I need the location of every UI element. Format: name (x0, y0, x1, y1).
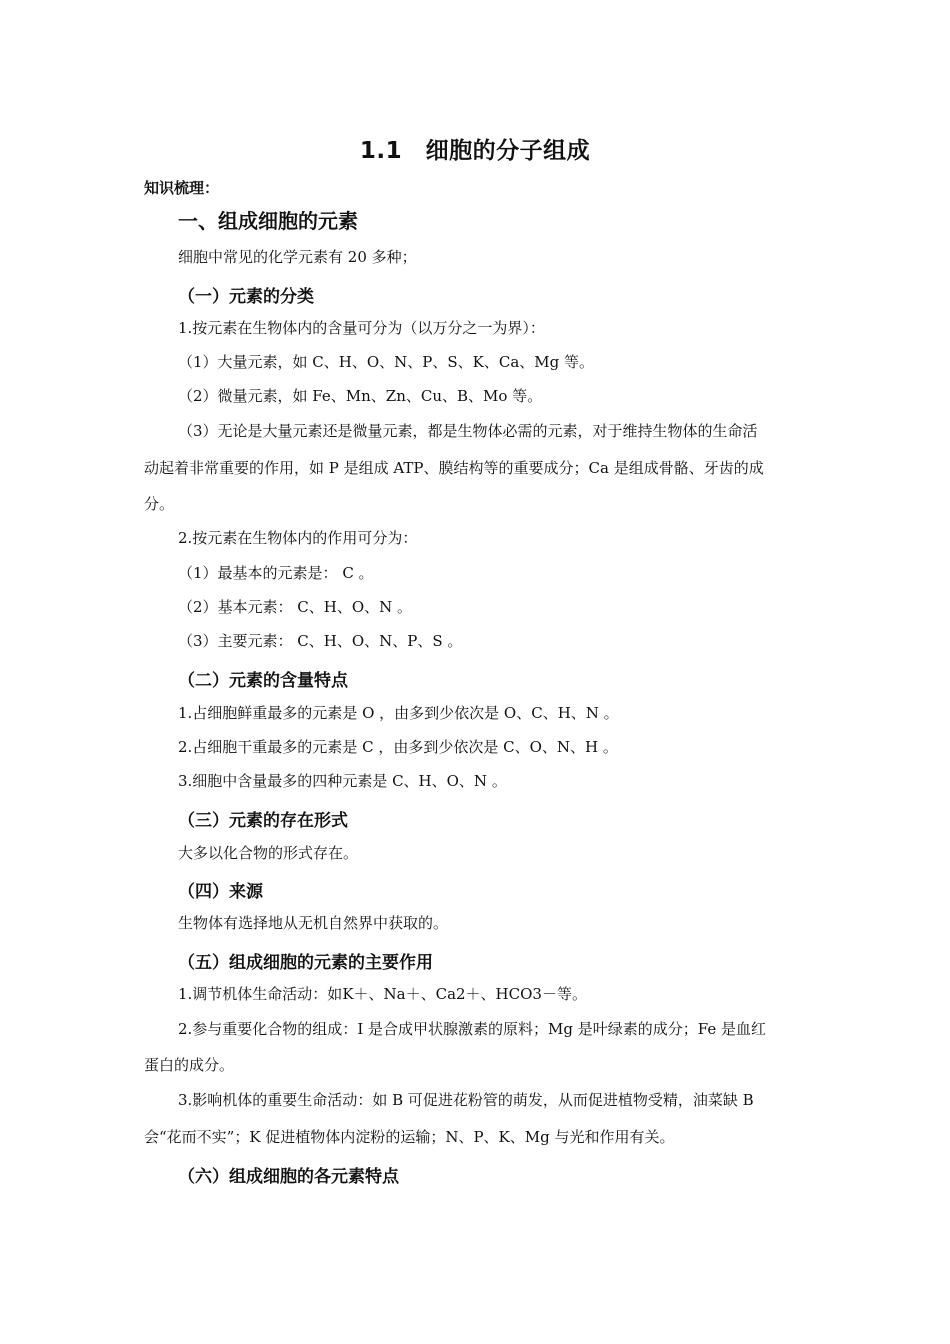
paragraph: 大多以化合物的形式存在。 (178, 844, 359, 862)
list-item: （1）最基本的元素是： C 。 (178, 564, 374, 582)
paragraph-line: 动起着非常重要的作用，如 P 是组成 ATP、膜结构等的重要成分；Ca 是组成骨骼、牙齿的成 (144, 459, 764, 477)
list-item: （2）基本元素： C、H、O、N 。 (178, 598, 413, 616)
paragraph-line: 3.影响机体的重要生命活动：如 B 可促进花粉管的萌发，从而促进植物受精，油菜缺 B (178, 1091, 754, 1109)
subsection-heading: （五）组成细胞的元素的主要作用 (178, 953, 433, 973)
paragraph: 生物体有选择地从无机自然界中获取的。 (178, 914, 449, 932)
paragraph: 1.按元素在生物体内的含量可分为（以万分之一为界）： (178, 319, 545, 337)
paragraph: 细胞中常见的化学元素有 20 多种； (178, 248, 417, 266)
subsection-heading: （六）组成细胞的各元素特点 (178, 1167, 399, 1187)
paragraph: 1.占细胞鲜重最多的元素是 O ，由多到少依次是 O、C、H、N 。 (178, 704, 619, 722)
subsection-heading: （二）元素的含量特点 (178, 671, 348, 691)
list-item: （3）主要元素： C、H、O、N、P、S 。 (178, 632, 463, 650)
paragraph: 3.细胞中含量最多的四种元素是 C、H、O、N 。 (178, 772, 507, 790)
paragraph-line: 分。 (144, 495, 175, 513)
paragraph-line: 蛋白的成分。 (144, 1056, 235, 1074)
section-label: 知识梳理： (144, 179, 220, 197)
paragraph: 2.占细胞干重最多的元素是 C ，由多到少依次是 C、O、N、H 。 (178, 738, 618, 756)
paragraph: 2.按元素在生物体内的作用可分为： (178, 529, 418, 547)
paragraph-line: （3）无论是大量元素还是微量元素，都是生物体必需的元素，对于维持生物体的生命活 (178, 422, 758, 440)
list-item: （2）微量元素，如 Fe、Mn、Zn、Cu、B、Mo 等。 (178, 387, 543, 405)
paragraph-line: 会“花而不实”；K 促进植物体内淀粉的运输；N、P、K、Mg 与光和作用有关。 (144, 1128, 675, 1146)
section-heading: 一、组成细胞的元素 (178, 209, 358, 233)
paragraph-line: 2.参与重要化合物的组成：I 是合成甲状腺激素的原料；Mg 是叶绿素的成分；Fe 是血红 (178, 1020, 766, 1038)
page-title: 1.1 细胞的分子组成 (359, 138, 591, 164)
subsection-heading: （一）元素的分类 (178, 287, 314, 307)
subsection-heading: （三）元素的存在形式 (178, 811, 348, 831)
subsection-heading: （四）来源 (178, 882, 263, 902)
list-item: （1）大量元素，如 C、H、O、N、P、S、K、Ca、Mg 等。 (178, 353, 595, 371)
paragraph: 1.调节机体生命活动：如K＋、Na＋、Ca2＋、HCO3－等。 (178, 985, 587, 1003)
